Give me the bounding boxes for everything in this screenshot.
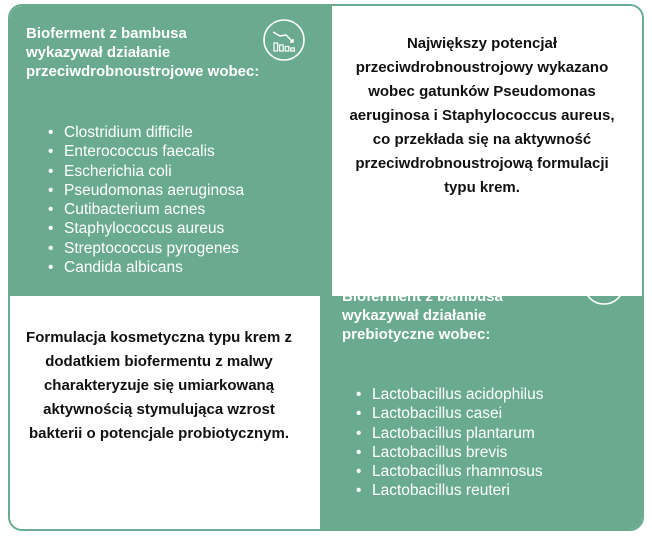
- list-item: • Candida albicans: [42, 258, 244, 277]
- list-item: • Lactobacillus casei: [350, 404, 543, 423]
- list-item: • Escherichia coli: [42, 162, 244, 181]
- list-item: • Lactobacillus brevis: [350, 443, 543, 462]
- antimicrobial-heading: Bioferment z bambusa wykazywał działanie przeciwdrobnoustrojowe wobec:: [26, 25, 260, 80]
- list-item: • Cutibacterium acnes: [42, 200, 244, 219]
- antimicrobial-summary-text: Największy potencjał przeciwdrobnoustrojowy wykazano wobec gatunków Pseudomonas aeruginosa i Staphylococcus aureus, co przekłada się na aktywność przeciwdrobnoustrojową formulacji typu krem.: [349, 35, 615, 196]
- prebiotic-list: [350, 385, 543, 501]
- list-item: • Staphylococcus aureus: [42, 219, 244, 238]
- list-item: • Lactobacillus reuteri: [350, 481, 543, 500]
- list-item: • Clostridium difficile: [42, 123, 244, 142]
- chart-decrease-icon: [262, 18, 306, 62]
- antimicrobial-list: [42, 123, 244, 277]
- list-item: • Lactobacillus acidophilus: [350, 385, 543, 404]
- list-item: • Pseudomonas aeruginosa: [42, 181, 244, 200]
- probiotic-summary-text: Formulacja kosmetyczna typu krem z dodatkiem biofermentu z malwy charakteryzuje się umiarkowaną aktywnością stymulująca wzrost bakterii o potencjale probiotycznym.: [26, 329, 292, 442]
- prebiotic-heading: Bioferment z bambusa wykazywał działanie prebiotyczne wobec:: [342, 288, 503, 343]
- list-item: • Enterococcus faecalis: [42, 142, 244, 161]
- chart-increase-icon: [582, 262, 626, 306]
- list-item: • Lactobacillus plantarum: [350, 424, 543, 443]
- list-item: • Streptococcus pyrogenes: [42, 239, 244, 258]
- list-item: • Lactobacillus rhamnosus: [350, 462, 543, 481]
